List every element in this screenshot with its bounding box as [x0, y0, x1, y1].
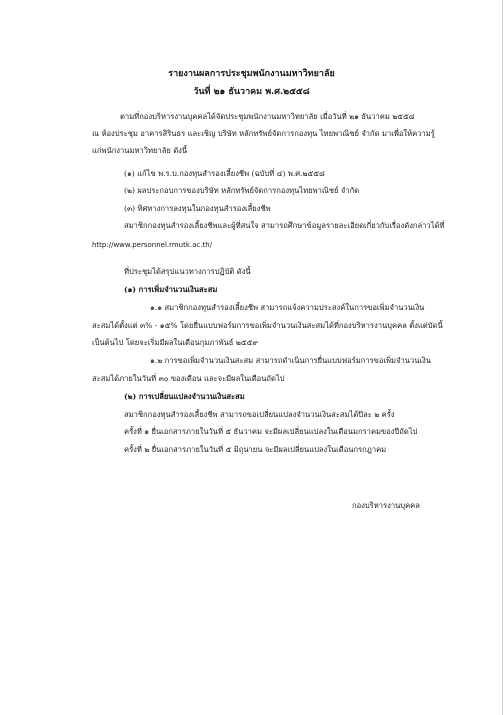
section-2-line-3: ครั้งที่ ๒ ยื่นเอกสารภายในวันที่ ๕ มิถุนายน จะมีผลเปลี่ยนแปลงในเดือนกรกฎาคม [124, 445, 387, 454]
paragraph-intro-line-3: แก่พนักงานมหาวิทยาลัย ดังนี้ [92, 146, 188, 155]
section-2-line-1: สมาชิกกองทุนสำรองเลี้ยงชีพ สามารถขอเปลี่ยนแปลงจำนวนเงินสะสมได้ปีละ ๒ ครั้ง [124, 410, 395, 419]
list-item: (๓) ทิศทางการลงทุนในกองทุนสำรองเลี้ยงชีพ [124, 204, 271, 213]
section-2-line-2: ครั้งที่ ๑ ยื่นเอกสารภายในวันที่ ๕ ธันวาคม จะมีผลเปลี่ยนแปลงในเดือนมกราคมของปีถัดไป [124, 427, 418, 436]
paragraph-intro-line-2: ณ ห้องประชุม อาคารสิรินธร และเชิญ บริษัท หลักทรัพย์จัดการกองทุน ไทยพาณิชย์ จำกัด มาเพื่อให้ความรู้ [92, 129, 435, 138]
section-heading-change: (๒) การเปลี่ยนแปลงจำนวนเงินสะสม [124, 392, 245, 401]
paragraph-info-line: สมาชิกกองทุนสำรองเลี้ยงชีพและผู้ที่สนใจ สามารถศึกษาข้อมูลรายละเอียดเกี่ยวกับเรื่องดังกล่าวได้ที่ [124, 221, 445, 230]
paragraph-summary-intro: ที่ประชุมได้สรุปแนวทางการปฏิบัติ ดังนี้ [124, 267, 251, 276]
list-item: (๑) แก้ไข พ.ร.บ.กองทุนสำรองเลี้ยงชีพ (ฉบับที่ ๔) พ.ศ.๒๕๕๘ [124, 169, 325, 178]
section-1-1-line-2: สะสมได้ตั้งแต่ ๓% - ๑๕% โดยยื่นแบบฟอร์มการขอเพิ่มจำนวนเงินสะสมได้ที่กองบริหารงานบุคคล ตั้งแต่บัดนี้ [92, 321, 443, 330]
section-1-1-line-3: เป็นต้นไป โดยจะเริ่มมีผลในเดือนกุมภาพันธ์ ๒๕๕๙ [92, 338, 258, 347]
signature: กองบริหารงานบุคคล [352, 501, 420, 510]
section-heading-increase: (๑) การเพิ่มจำนวนเงินสะสม [124, 285, 218, 294]
document-date: วันที่ ๒๑ ธันวาคม พ.ศ.๒๕๕๘ [193, 87, 310, 97]
section-1-2-line-1: ๑.๒ การขอเพิ่มจำนวนเงินสะสม สามารถดำเนินการยื่นแบบฟอร์มการขอเพิ่มจำนวนเงิน [150, 356, 431, 365]
list-item: (๒) ผลประกอบการของบริษัท หลักทรัพย์จัดการกองทุนไทยพาณิชย์ จำกัด [124, 186, 360, 195]
paragraph-intro-line-1: ตามที่กองบริหารงานบุคคลได้จัดประชุมพนักงานมหาวิทยาลัย เมื่อวันที่ ๒๑ ธันวาคม ๒๕๕๘ [120, 112, 415, 121]
section-1-2-line-2: สะสมได้ภายในวันที่ ๓๐ ของเดือน และจะมีผลในเดือนถัดไป [92, 374, 285, 383]
section-1-1-line-1: ๑.๑ สมาชิกกองทุนสำรองเลี้ยงชีพ สามารถแจ้งความประสงค์ในการขอเพิ่มจำนวนเงิน [150, 303, 425, 312]
reference-url[interactable]: http://www.personnel.rmutk.ac.th/ [92, 241, 213, 249]
document-title: รายงานผลการประชุมพนักงานมหาวิทยาลัย [168, 69, 335, 79]
